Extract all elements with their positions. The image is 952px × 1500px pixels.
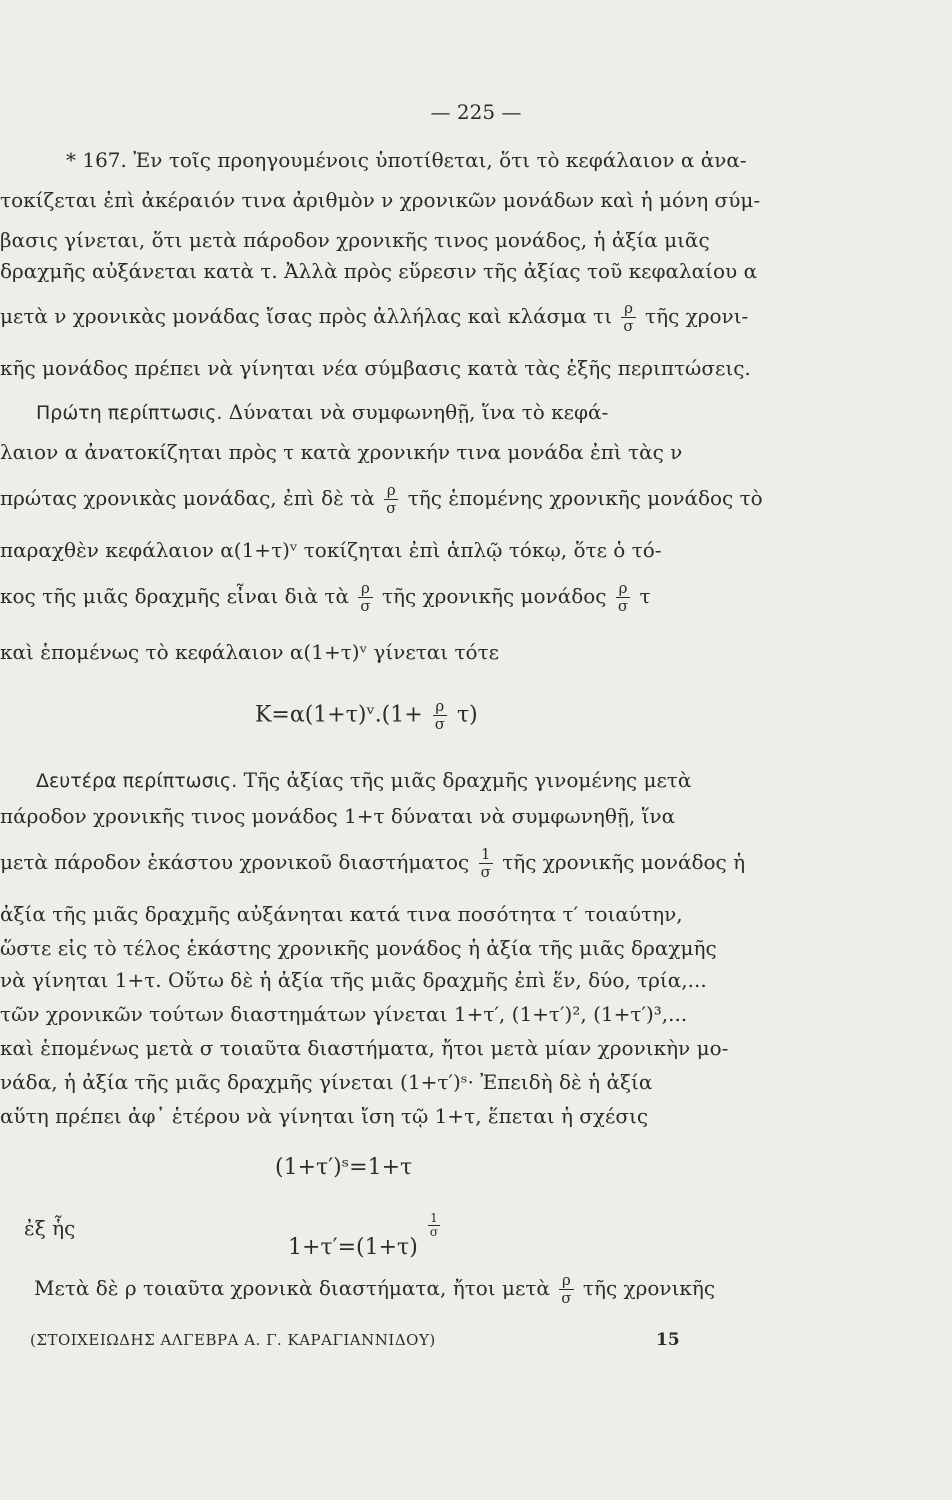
equation-fragment: Κ=α(1+τ)ᵛ.(1+ xyxy=(255,702,423,728)
equation-solution xyxy=(288,1212,443,1260)
fraction-numerator: ρ xyxy=(384,482,398,500)
fraction-denominator: σ xyxy=(386,499,397,517)
text-line-with-fraction xyxy=(0,300,748,335)
fraction-numerator: ρ xyxy=(358,580,372,598)
equation-capital xyxy=(255,698,478,733)
text-fragment: τῆς χρονικῆς μονάδος ἡ xyxy=(502,850,746,874)
text-line: παραχθὲν κεφάλαιον α(1+τ)ᵛ τοκίζηται ἐπὶ ἁπλῷ τόκῳ, ὅτε ὁ τό- xyxy=(0,538,662,562)
fraction-denominator: σ xyxy=(434,715,445,733)
equation-relation: (1+τ′)ˢ=1+τ xyxy=(275,1155,413,1180)
text-fragment: Δύναται νὰ συμφωνηθῇ, ἵνα τὸ κεφά- xyxy=(228,400,609,424)
text-line-with-fraction xyxy=(0,846,745,881)
fraction-rho-sigma xyxy=(621,300,635,335)
fraction-numerator: ρ xyxy=(559,1272,573,1290)
text-fragment: Τῆς ἀξίας τῆς μιᾶς δραχμῆς γινομένης μετὰ xyxy=(243,768,692,792)
text-line: πάροδον χρονικῆς τινος μονάδος 1+τ δύναται νὰ συμφωνηθῇ, ἵνα xyxy=(0,804,676,828)
text-fragment: τ xyxy=(639,584,651,608)
fraction-denominator: σ xyxy=(480,863,491,881)
text-line: τῶν χρονικῶν τούτων διαστημάτων γίνεται 1+τ′, (1+τ′)², (1+τ′)³,... xyxy=(0,1002,688,1026)
text-line: καὶ ἑπομένως μετὰ σ τοιαῦτα διαστήματα, ἤτοι μετὰ μίαν χρονικὴν μο- xyxy=(0,1036,729,1060)
fraction-denominator: σ xyxy=(561,1289,572,1307)
text-line: αὕτη πρέπει ἀφ᾽ ἑτέρου νὰ γίνηται ἴση τῷ 1+τ, ἕπεται ἡ σχέσις xyxy=(0,1104,649,1128)
text-line: νάδα, ἡ ἀξία τῆς μιᾶς δραχμῆς γίνεται (1+τ′)ˢ· Ἐπειδὴ δὲ ἡ ἀξία xyxy=(0,1070,653,1094)
text-line: τοκίζεται ἐπὶ ἀκέραιόν τινα ἀριθμὸν ν χρονικῶν μονάδων καὶ ἡ μόνη σύμ- xyxy=(0,188,761,212)
fraction-rho-sigma xyxy=(433,698,447,733)
text-line: κῆς μονάδος πρέπει νὰ γίνηται νέα σύμβασις κατὰ τὰς ἑξῆς περιπτώσεις. xyxy=(0,356,751,380)
fraction-rho-sigma xyxy=(616,580,630,615)
equation-fragment: τ) xyxy=(456,702,478,728)
section-heading: Δευτέρα περίπτωσις. xyxy=(36,770,238,792)
fraction-numerator: 1 xyxy=(479,846,493,864)
section-heading: Πρώτη περίπτωσις. xyxy=(36,402,223,424)
fraction-denominator: σ xyxy=(360,597,371,615)
text-line: νὰ γίνηται 1+τ. Οὕτω δὲ ἡ ἀξία τῆς μιᾶς δραχμῆς ἐπὶ ἕν, δύο, τρία,... xyxy=(0,968,707,992)
text-line xyxy=(36,400,608,425)
text-line: βασις γίνεται, ὅτι μετὰ πάροδον χρονικῆς τινος μονάδος, ἡ ἀξία μιᾶς xyxy=(0,228,710,252)
footer-sheet-number: 15 xyxy=(656,1330,680,1350)
text-fragment: τῆς ἑπομένης χρονικῆς μονάδος τὸ xyxy=(407,486,763,510)
text-fragment: Μετὰ δὲ ρ τοιαῦτα χρονικὰ διαστήματα, ἤτοι μετὰ xyxy=(34,1276,550,1300)
fraction-numerator: 1 xyxy=(428,1212,440,1226)
text-line: ἐξ ἧς xyxy=(24,1216,76,1240)
fraction-rho-sigma xyxy=(358,580,372,615)
fraction-denominator: σ xyxy=(623,317,634,335)
footer-title: (ΣΤΟΙΧΕΙΩΔΗΣ ΑΛΓΕΒΡΑ Α. Γ. ΚΑΡΑΓΙΑΝΝΙΔΟΥ) xyxy=(30,1331,436,1349)
text-line: καὶ ἑπομένως τὸ κεφάλαιον α(1+τ)ᵛ γίνεται τότε xyxy=(0,640,500,664)
text-line-with-fraction xyxy=(34,1272,715,1307)
text-line: * 167. Ἐν τοῖς προηγουμένοις ὑποτίθεται, ὅτι τὸ κεφάλαιον α ἀνα- xyxy=(66,148,747,172)
fraction-denominator: σ xyxy=(617,597,629,615)
text-fragment: κος τῆς μιᾶς δραχμῆς εἶναι διὰ τὰ xyxy=(0,584,349,608)
text-line: ὥστε εἰς τὸ τέλος ἑκάστης χρονικῆς μονάδος ἡ ἀξία τῆς μιᾶς δραχμῆς xyxy=(0,936,717,960)
exponent-fraction-one-sigma xyxy=(428,1212,440,1239)
text-fragment: τῆς χρονικῆς μονάδος xyxy=(381,584,607,608)
text-fragment: τῆς χρονι- xyxy=(645,304,749,328)
fraction-numerator: ρ xyxy=(616,580,630,598)
fraction-rho-sigma xyxy=(384,482,398,517)
fraction-numerator: ρ xyxy=(621,300,635,318)
text-fragment: πρώτας χρονικὰς μονάδας, ἐπὶ δὲ τὰ xyxy=(0,486,375,510)
fraction-numerator: ρ xyxy=(433,698,447,716)
fraction-rho-sigma xyxy=(559,1272,573,1307)
page-number: — 225 — xyxy=(430,100,522,124)
text-line: ἀξία τῆς μιᾶς δραχμῆς αὐξάνηται κατά τινα ποσότητα τ′ τοιαύτην, xyxy=(0,902,683,926)
text-fragment: τῆς χρονικῆς xyxy=(582,1276,716,1300)
fraction-denominator: σ xyxy=(429,1225,439,1239)
text-fragment: μετὰ πάροδον ἑκάστου χρονικοῦ διαστήματος xyxy=(0,850,470,874)
text-line: λαιον α ἀνατοκίζηται πρὸς τ κατὰ χρονικήν τινα μονάδα ἐπὶ τὰς ν xyxy=(0,440,683,464)
text-line-with-fraction xyxy=(0,580,651,615)
text-line-with-fraction xyxy=(0,482,763,517)
text-line: δραχμῆς αὐξάνεται κατὰ τ. Ἀλλὰ πρὸς εὕρεσιν τῆς ἀξίας τοῦ κεφαλαίου α xyxy=(0,259,758,283)
text-fragment: μετὰ ν χρονικὰς μονάδας ἴσας πρὸς ἀλλήλας καὶ κλάσμα τι xyxy=(0,304,613,328)
fraction-one-sigma xyxy=(479,846,493,881)
equation-fragment: 1+τ′=(1+τ) xyxy=(288,1235,418,1260)
text-line xyxy=(36,768,691,793)
